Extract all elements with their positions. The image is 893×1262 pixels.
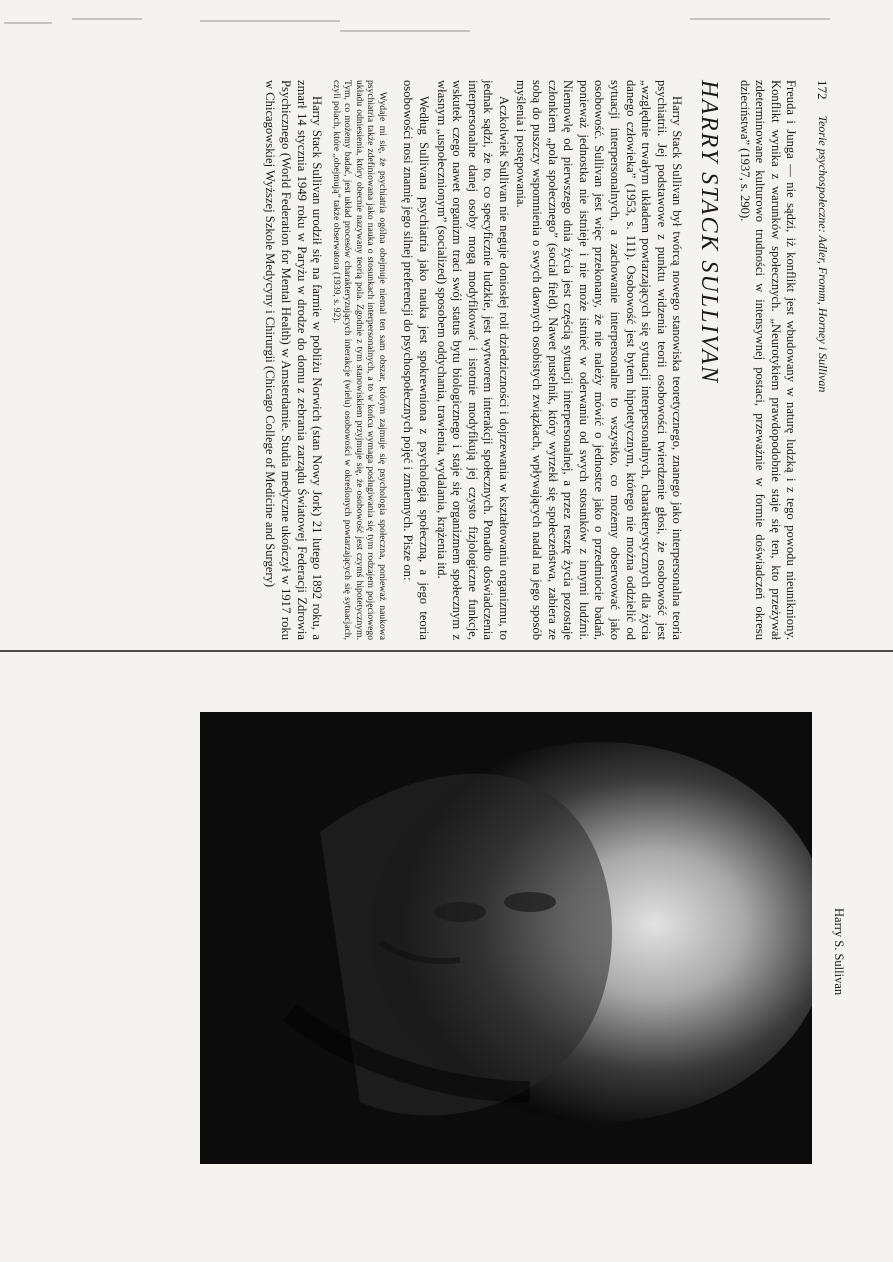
body-paragraph: Harry Stack Sullivan był twórcą nowego stanowiska teoretycznego, znanego jako interpersonalna teoria psychiatrii. Jej podstawowe z punktu widzenia teorii osobowości twierdzenie głosi, że osobowość jest „względnie trwałym układem powtarzających się sytuacji interpersonalnych, charakterystycznych dla życia danego człowieka” (1953, s. 111). Osobowość jest bytem hipotetycznym, którego nie można oddzielić od sytuacji interpersonalnych, a zachowanie interpersonalne to wszystko, co możemy obserwować jako osobowość. Sullivan jest więc przekonany, że nie należy mówić o jednostce jako o przedmiocie badań, ponieważ jednostka nie istnieje i nie może istnieć w oderwaniu od swych stosunków z innymi ludźmi. Niemowlę od pierwszego dnia życia jest częścią sytuacji interpersonalnej, a przez resztę życia pozostaje członkiem „pola społecznego” (social field). Nawet pustelnik, który wyrzekł się społeczeństwa, zabiera ze sobą do puszczy wspomnienia o swych dawnych osobistych związkach, wpływających nadal na jego sposób myślenia i postępowania. bbox=[514, 80, 685, 640]
running-title: Teorie psychospołeczne: Adler, Fromm, Horney i Sullivan bbox=[816, 115, 830, 393]
rotated-text-block bbox=[50, 80, 830, 640]
scan-noise bbox=[72, 18, 142, 20]
scan-noise bbox=[4, 22, 52, 24]
body-paragraph: Aczkolwiek Sullivan nie neguje doniosłej roli dziedziczności i dojrzewania w kształtowaniu organizmu, to jednak sądzi, że to, co specyficznie ludzkie, jest wytworem interakcji społecznych. Ponadto doświadczenia interpersonalne danej osoby mogą modyfikować i istotnie modyfikują jej czysto fizjologiczne funkcje, wskutek czego nawet organizm traci swój status bytu biologicznego i staje się organizmem społecznym z własnym „uspołecznionym” (socialized) sposobem oddychania, trawienia, wydalania, krążenia itd. bbox=[434, 80, 511, 640]
page-number: 172 bbox=[815, 80, 830, 100]
portrait-image bbox=[200, 712, 812, 1164]
scan-noise bbox=[200, 20, 340, 22]
block-quote: Wydaje mi się, że psychiatria ogólna obejmuje niemal ten sam obszar, którym zajmuje się psychologia społeczna, ponieważ naukowa psychiatria także zdefiniowana jako nauka o stosunkach interpersonalnych, a to w końcu wymaga posługiwania się tym rodzajem pojęciowego układu odniesienia, który obecnie nazywany teorią pola. Zgodnie z tym stanowiskiem przyjmuje się, że osobowość jest czymś hipotetycznym. Tym, co możemy badać, jest układ procesów charakteryzujących interakcje (wielu) osobowości w określonych powtarzających się sytuacjach, czyli polach, które „obejmują” także obserwatora (1939, s. 92). bbox=[330, 80, 388, 640]
scan-noise bbox=[690, 18, 830, 20]
portrait-photo bbox=[200, 712, 812, 1164]
running-head bbox=[814, 80, 830, 640]
intro-paragraph: Freuda i Junga — nie sądzi, iż konflikt jest wbudowany w naturę ludzką i z tego powodu nieunikniony. Konflikt wynika z warunków społecznych. „Neurotykiem prawdopodobnie staje się ten, kto przeżywał zdeterminowane kulturowo trudności w intensywnej postaci, przeważnie w formie doświadczeń okresu dzieciństwa” (1937, s. 290). bbox=[737, 80, 799, 640]
page-divider bbox=[0, 650, 893, 652]
bio-paragraph: Harry Stack Sullivan urodził się na farmie w pobliżu Norwich (stan Nowy Jork) 21 lutego 1892 roku, a zmarł 14 stycznia 1949 roku w Paryżu w drodze do domu z zebrania zarządu Światowej Federacji Zdrowia Psychicznego (World Federation for Mental Health) w Amsterdamie. Studia medyczne ukończył w 1917 roku w Chicagowskiej Wyższej Szkole Medycyny i Chirurgii (Chicago College of Medicine and Surgery) bbox=[263, 80, 325, 640]
photo-caption: Harry S. Sullivan bbox=[832, 908, 846, 996]
section-title: HARRY STACK SULLIVAN bbox=[696, 80, 723, 385]
body-paragraph: Według Sullivana psychiatria jako nauka jest spokrewniona z psychologią społeczną, a jego teoria osobowości nosi znamię jego silnej preferencji do psychospołecznych pojęć i zmiennych. Pisze on: bbox=[401, 80, 431, 640]
scan-noise bbox=[340, 30, 470, 32]
